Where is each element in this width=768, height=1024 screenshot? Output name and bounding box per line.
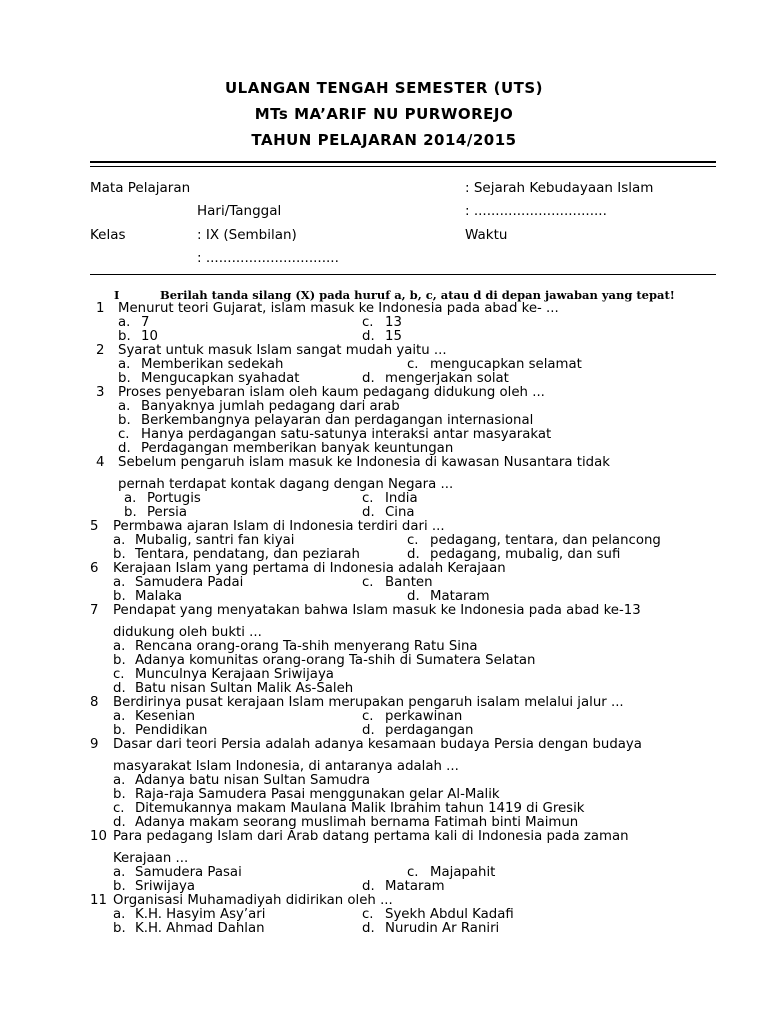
option-text: Nurudin Ar Raniri	[385, 921, 500, 936]
option-label: d.	[113, 815, 126, 830]
option-text: India	[385, 491, 418, 506]
header-divider	[90, 161, 716, 163]
question-text-continued: didukung oleh bukti ...	[113, 625, 262, 640]
option-text: Cina	[385, 505, 415, 520]
option-label: c.	[362, 907, 374, 922]
question-text-continued: masyarakat Islam Indonesia, di antaranya adalah ...	[113, 759, 459, 774]
class-label: Kelas	[90, 227, 126, 243]
subject-label: Mata Pelajaran	[90, 180, 191, 196]
option-text: perdagangan	[385, 723, 474, 738]
date-label: Hari/Tanggal	[197, 203, 282, 219]
header-divider-thin	[90, 166, 716, 167]
question-text: Dasar dari teori Persia adalah adanya kesamaan budaya Persia dengan budaya	[113, 737, 642, 752]
question-text: Organisasi Muhamadiyah didirikan oleh ...	[113, 893, 393, 908]
question-number: 10	[90, 829, 107, 844]
option-label: b.	[124, 505, 137, 520]
option-label: a.	[113, 907, 126, 922]
option-text: Mubalig, santri fan kiyai	[135, 533, 295, 548]
question-number: 5	[90, 519, 99, 534]
option-label: a.	[113, 639, 126, 654]
option-text: Banten	[385, 575, 433, 590]
option-text: Batu nisan Sultan Malik As-Saleh	[135, 681, 354, 696]
option-text: Raja-raja Samudera Pasai menggunakan gelar Al-Malik	[135, 787, 500, 802]
option-label: a.	[124, 491, 137, 506]
question-text-continued: pernah terdapat kontak dagang dengan Negara ...	[118, 477, 454, 492]
option-text: Hanya perdagangan satu-satunya interaksi antar masyarakat	[141, 427, 552, 442]
question-number: 1	[96, 301, 105, 316]
option-label: a.	[113, 709, 126, 724]
option-label: b.	[113, 879, 126, 894]
option-text: Malaka	[135, 589, 183, 604]
option-label: c.	[362, 575, 374, 590]
question-text: Menurut teori Gujarat, islam masuk ke Indonesia pada abad ke- ...	[118, 301, 559, 316]
option-text: K.H. Ahmad Dahlan	[135, 921, 265, 936]
option-label: a.	[113, 533, 126, 548]
option-label: c.	[113, 667, 125, 682]
option-label: c.	[118, 427, 130, 442]
option-label: d.	[362, 879, 375, 894]
option-label: c.	[407, 533, 419, 548]
option-text: Adanya komunitas orang-orang Ta-shih di Sumatera Selatan	[135, 653, 536, 668]
question-text: Kerajaan Islam yang pertama di Indonesia adalah Kerajaan	[113, 561, 506, 576]
section-instruction: Berilah tanda silang (X) pada huruf a, b, c, atau d di depan jawaban yang tepat!	[160, 288, 675, 302]
option-text: Kesenian	[135, 709, 196, 724]
option-label: a.	[118, 357, 131, 372]
option-text: Adanya batu nisan Sultan Samudra	[135, 773, 371, 788]
option-label: b.	[118, 329, 131, 344]
option-text: Persia	[147, 505, 187, 520]
option-label: b.	[113, 653, 126, 668]
option-label: c.	[362, 315, 374, 330]
question-text: Syarat untuk masuk Islam sangat mudah yaitu ...	[118, 343, 447, 358]
question-text: Para pedagang Islam dari Arab datang pertama kali di Indonesia pada zaman	[113, 829, 629, 844]
option-label: b.	[113, 547, 126, 562]
info-divider	[90, 274, 716, 275]
option-label: b.	[118, 371, 131, 386]
option-label: d.	[407, 547, 420, 562]
option-text: Berkembangnya pelayaran dan perdagangan internasional	[141, 413, 534, 428]
option-text: mengucapkan selamat	[430, 357, 582, 372]
option-label: d.	[362, 329, 375, 344]
option-label: a.	[113, 865, 126, 880]
option-label: d.	[407, 589, 420, 604]
option-text: Samudera Pasai	[135, 865, 242, 880]
option-label: a.	[118, 399, 131, 414]
question-number: 6	[90, 561, 99, 576]
question-text: Proses penyebaran islam oleh kaum pedagang didukung oleh ...	[118, 385, 545, 400]
option-text: Banyaknya jumlah pedagang dari arab	[141, 399, 400, 414]
question-number: 4	[96, 455, 105, 470]
option-text: Samudera Padai	[135, 575, 244, 590]
option-text: Mengucapkan syahadat	[141, 371, 300, 386]
option-text: Sriwijaya	[135, 879, 196, 894]
option-label: d.	[118, 441, 131, 456]
exam-title: ULANGAN TENGAH SEMESTER (UTS)	[224, 79, 544, 97]
question-number: 2	[96, 343, 105, 358]
option-text: Adanya makam seorang muslimah bernama Fatimah binti Maimun	[135, 815, 579, 830]
class-value: : IX (Sembilan)	[197, 227, 297, 243]
option-text: Portugis	[147, 491, 201, 506]
option-text: perkawinan	[385, 709, 463, 724]
section-number: I	[114, 288, 120, 302]
question-text: Permbawa ajaran Islam di Indonesia terdiri dari ...	[113, 519, 445, 534]
option-text: Ditemukannya makam Maulana Malik Ibrahim tahun 1419 di Gresik	[135, 801, 585, 816]
option-label: a.	[113, 575, 126, 590]
option-label: c.	[407, 865, 419, 880]
school-name: MTs MA’ARIF NU PURWOREJO	[254, 105, 514, 123]
question-number: 9	[90, 737, 99, 752]
option-label: a.	[118, 315, 131, 330]
option-text: pedagang, mubalig, dan sufi	[430, 547, 621, 562]
option-text: Tentara, pendatang, dan peziarah	[135, 547, 360, 562]
option-text: 13	[385, 315, 402, 330]
option-text: K.H. Hasyim Asy’ari	[135, 907, 266, 922]
option-text: Mataram	[385, 879, 445, 894]
option-label: d.	[362, 505, 375, 520]
time-label: Waktu	[465, 227, 508, 243]
option-label: b.	[113, 589, 126, 604]
academic-year: TAHUN PELAJARAN 2014/2015	[251, 131, 517, 149]
option-label: b.	[118, 413, 131, 428]
option-text: 15	[385, 329, 402, 344]
option-text: 10	[141, 329, 158, 344]
date-value: : ...............................	[465, 203, 607, 219]
option-text: Majapahit	[430, 865, 496, 880]
option-label: c.	[407, 357, 419, 372]
option-text: pedagang, tentara, dan pelancong	[430, 533, 661, 548]
option-text: Munculnya Kerajaan Sriwijaya	[135, 667, 334, 682]
question-number: 3	[96, 385, 105, 400]
question-text: Sebelum pengaruh islam masuk ke Indonesia di kawasan Nusantara tidak	[118, 455, 610, 470]
subject-value: : Sejarah Kebudayaan Islam	[465, 180, 654, 196]
question-text: Pendapat yang menyatakan bahwa Islam masuk ke Indonesia pada abad ke-13	[113, 603, 641, 618]
option-label: d.	[362, 921, 375, 936]
question-text-continued: Kerajaan ...	[113, 851, 189, 866]
option-label: c.	[362, 491, 374, 506]
option-label: d.	[362, 723, 375, 738]
option-text: Rencana orang-orang Ta-shih menyerang Ratu Sina	[135, 639, 478, 654]
option-text: Pendidikan	[135, 723, 208, 738]
option-text: mengerjakan solat	[385, 371, 509, 386]
option-label: c.	[362, 709, 374, 724]
time-value: : ...............................	[197, 250, 339, 266]
question-number: 7	[90, 603, 99, 618]
question-text: Berdirinya pusat kerajaan Islam merupakan pengaruh isalam melalui jalur ...	[113, 695, 624, 710]
option-label: d.	[362, 371, 375, 386]
option-text: Syekh Abdul Kadafi	[385, 907, 514, 922]
option-label: c.	[113, 801, 125, 816]
option-text: Memberikan sedekah	[141, 357, 284, 372]
option-label: a.	[113, 773, 126, 788]
question-number: 8	[90, 695, 99, 710]
option-label: b.	[113, 787, 126, 802]
question-number: 11	[90, 893, 107, 908]
option-label: b.	[113, 723, 126, 738]
option-text: 7	[141, 315, 150, 330]
option-text: Perdagangan memberikan banyak keuntungan	[141, 441, 454, 456]
option-text: Mataram	[430, 589, 490, 604]
option-label: d.	[113, 681, 126, 696]
option-label: b.	[113, 921, 126, 936]
